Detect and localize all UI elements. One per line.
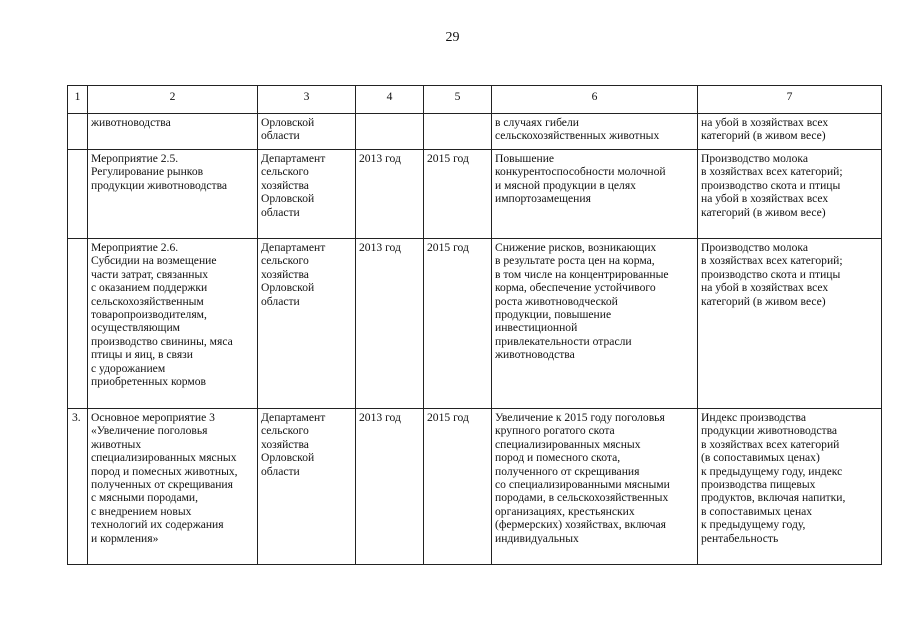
header-col-7: 7 [698, 86, 882, 114]
indicator-cell: Индекс производства продукции животноводства в хозяйствах всех категорий (в сопоставимых ценах) к предыдущему году, индекс производства пищевых продуктов, включая напитки, в сопоставимых ценах к предыдущему году, рентабельность [698, 409, 882, 565]
executor-cell: Департамент сельского хозяйства Орловской области [258, 239, 356, 409]
start-year-cell: 2013 год [356, 239, 424, 409]
expected-result-cell: в случаях гибели сельскохозяйственных животных [492, 114, 698, 150]
expected-result-cell: Повышение конкурентоспособности молочной и мясной продукции в целях импортозамещения [492, 150, 698, 239]
indicator-cell: Производство молока в хозяйствах всех категорий; производство скота и птицы на убой в хозяйствах всех категорий (в живом весе) [698, 150, 882, 239]
end-year-cell: 2015 год [424, 150, 492, 239]
row-number-cell [68, 239, 88, 409]
executor-cell: Департамент сельского хозяйства Орловской области [258, 409, 356, 565]
end-year-cell [424, 114, 492, 150]
measure-cell: Мероприятие 2.6. Субсидии на возмещение части затрат, связанных с оказанием поддержки сельскохозяйственным товаропроизводителям, осуществляющим производство свинины, мяса птицы и яиц, в связи с удорожанием приобретенных кормов [88, 239, 258, 409]
measure-cell: Основное мероприятие 3 «Увеличение поголовья животных специализированных мясных пород и помесных животных, полученных от скрещивания с мясными породами, с внедрением новых технологий их содержания и кормления» [88, 409, 258, 565]
program-measures-table [67, 85, 882, 565]
indicator-cell: Производство молока в хозяйствах всех категорий; производство скота и птицы на убой в хозяйствах всех категорий (в живом весе) [698, 239, 882, 409]
header-col-1: 1 [68, 86, 88, 114]
header-col-6: 6 [492, 86, 698, 114]
header-col-5: 5 [424, 86, 492, 114]
expected-result-cell: Увеличение к 2015 году поголовья крупного рогатого скота специализированных мясных пород и помесного скота, полученного от скрещивания со специализированными мясными породами, в сельскохозяйственных организациях, крестьянских (фермерских) хозяйствах, включая индивидуальных [492, 409, 698, 565]
table-row [68, 150, 882, 239]
header-col-2: 2 [88, 86, 258, 114]
start-year-cell: 2013 год [356, 150, 424, 239]
header-col-4: 4 [356, 86, 424, 114]
page-number: 29 [445, 30, 460, 45]
table-header-row [68, 86, 882, 114]
end-year-cell: 2015 год [424, 409, 492, 565]
table-row [68, 114, 882, 150]
expected-result-cell: Снижение рисков, возникающих в результате роста цен на корма, в том числе на концентрированные корма, обеспечение устойчивого роста животноводческой продукции, повышение инвестиционной привлекательности отрасли животноводства [492, 239, 698, 409]
table-row [68, 409, 882, 565]
indicator-cell: на убой в хозяйствах всех категорий (в живом весе) [698, 114, 882, 150]
table-row [68, 239, 882, 409]
row-number-cell [68, 114, 88, 150]
start-year-cell: 2013 год [356, 409, 424, 565]
start-year-cell [356, 114, 424, 150]
executor-cell: Департамент сельского хозяйства Орловской области [258, 150, 356, 239]
executor-cell: Орловской области [258, 114, 356, 150]
measure-cell: Мероприятие 2.5. Регулирование рынков продукции животноводства [88, 150, 258, 239]
measure-cell: животноводства [88, 114, 258, 150]
row-number-cell [68, 150, 88, 239]
header-col-3: 3 [258, 86, 356, 114]
end-year-cell: 2015 год [424, 239, 492, 409]
row-number-cell: 3. [68, 409, 88, 565]
